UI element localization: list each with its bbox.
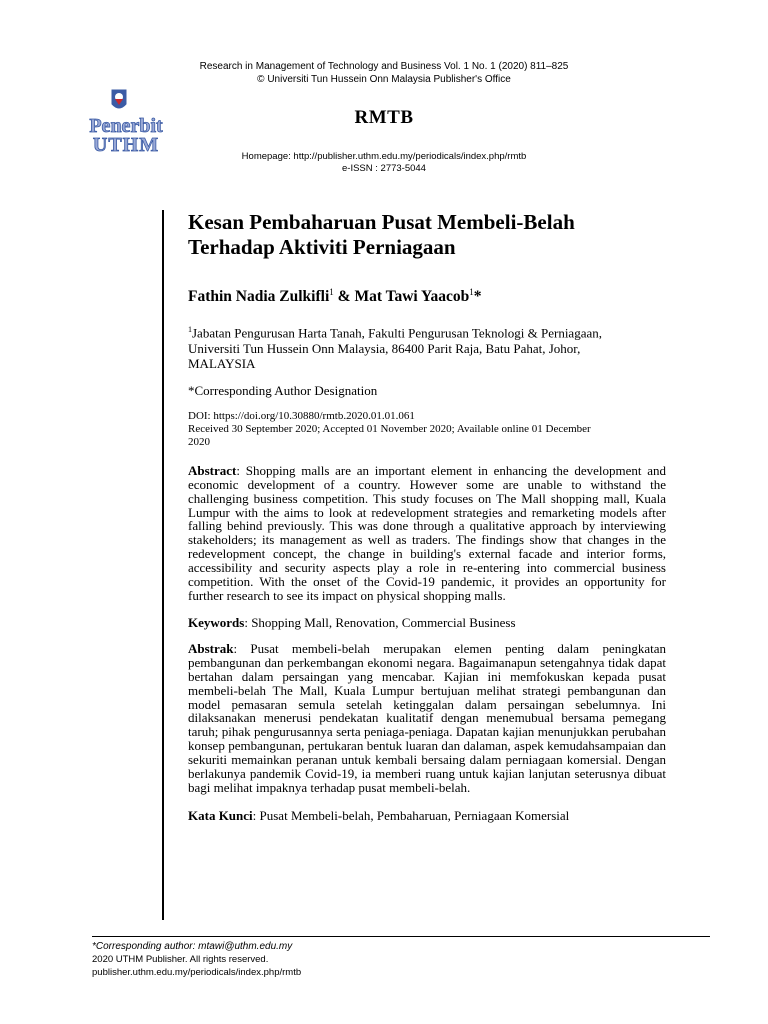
- affil-line-3: MALAYSIA: [188, 356, 256, 372]
- abstract-label: Abstract: [188, 462, 237, 478]
- paper-title: [188, 210, 666, 260]
- doi-link[interactable]: DOI: https://doi.org/10.30880/rmtb.2020.01.01.061: [188, 409, 415, 422]
- abstract-malay: [188, 642, 666, 794]
- footer-url[interactable]: publisher.uthm.edu.my/periodicals/index.php/rmtb: [92, 967, 302, 978]
- title-line-2: Terhadap Aktiviti Perniagaan: [188, 235, 456, 259]
- affil-line-1: Jabatan Pengurusan Harta Tanah, Fakulti Pengurusan Teknologi & Perniagaan,: [192, 325, 602, 341]
- kata-kunci-label: Kata Kunci: [188, 807, 253, 823]
- keywords-malay: [188, 809, 666, 823]
- footer-rule: [92, 936, 710, 937]
- author-1: Fathin Nadia Zulkifli: [188, 288, 330, 306]
- homepage-block: [0, 151, 768, 175]
- abstrak-text: : Pusat membeli-belah merupakan elemen penting dalam peningkatan pembangunan dan perkembangan ekonomi negara. Bagaimanapun setengahnya tidak dapat bertahan dalam persaingan yang mencabar. Kajian ini memfokuskan kepada pusat membeli-belah The Mall, Kuala Lumpur bertujuan melihat strategi pembangunan dan model pemasaran semula setelah ketinggalan dalam persaingan sebelumnya. Ini dilaksanakan menerusi pendekatan kualitatif dengan menemubual bersama pemegang taruh; pihak pengurusannya serta peniaga-peniaga. Dapatan kajian menunjukkan perubahan konsep pembangunan, pertukaran bentuk luaran dan dalaman, aspek kemudahsampaian dan sekuriti memainkan peranan untuk kembali bersaing dalam perniagaan komersial. Dengan berlakunya pandemik Covid-19, ia memberi ruang untuk kajian lanjutan seterusnya dibuat bagi melihat impaknya terhadap pusat membeli-belah.: [188, 641, 666, 795]
- corresponding-author-note: *Corresponding Author Designation: [188, 382, 378, 398]
- author-2-affil: 1: [469, 287, 474, 297]
- abstract-text: : Shopping malls are an important element in enhancing the development and economic development of a country. However some are unable to withstand the challenging business competition. This study focuses on The Mall shopping mall, Kuala Lumpur with the aims to look at redevelopment strategies and remarketing models after falling behind previously. This was done through a qualitative approach by interviewing stakeholders; its management as well as traders. The findings show that changes in the redevelopment concept, the change in building's external facade and interior forms, accessibility and security aspects play a role in re-entering into commercial business competition. With the onset of the Covid-19 pandemic, it provides an opportunity for further research to see its impact on physical shopping malls.: [188, 462, 666, 603]
- doi-block: [188, 410, 666, 449]
- author-1-affil: 1: [329, 287, 334, 297]
- journal-abbrev: RMTB: [354, 107, 414, 128]
- received-dates-cont: 2020: [188, 435, 210, 448]
- author-2-star: *: [473, 288, 482, 306]
- affil-marker: 1: [188, 325, 192, 335]
- page-footer: [92, 940, 301, 979]
- author-2: Mat Tawi Yaacob: [354, 288, 470, 306]
- left-vertical-rule: [162, 210, 164, 920]
- title-line-1: Kesan Pembaharuan Pusat Membeli-Belah: [188, 210, 575, 234]
- copyright-line: © Universiti Tun Hussein Onn Malaysia Publisher's Office: [257, 74, 511, 85]
- eissn: e-ISSN : 2773-5044: [342, 163, 426, 174]
- logo-text-penerbit: Penerbit: [89, 115, 163, 137]
- affil-line-2: Universiti Tun Hussein Onn Malaysia, 86400 Parit Raja, Batu Pahat, Johor,: [188, 340, 581, 356]
- keywords-english: [188, 616, 666, 630]
- author-separator: &: [333, 288, 355, 306]
- article-front-matter: [188, 210, 666, 822]
- journal-header: [0, 60, 768, 86]
- journal-citation: Research in Management of Technology and Business Vol. 1 No. 1 (2020) 811–825: [199, 61, 569, 72]
- keywords-text: : Shopping Mall, Renovation, Commercial Business: [244, 615, 516, 631]
- kata-kunci-text: : Pusat Membeli-belah, Pembaharuan, Perniagaan Komersial: [252, 807, 570, 823]
- abstract-english: [188, 464, 666, 602]
- received-dates: Received 30 September 2020; Accepted 01 November 2020; Available online 01 December: [188, 422, 591, 435]
- footer-corresponding-author: *Corresponding author: mtawi@uthm.edu.my: [92, 941, 293, 952]
- footer-rights: 2020 UTHM Publisher. All rights reserved.: [92, 954, 269, 965]
- abstrak-label: Abstrak: [188, 641, 234, 657]
- homepage-link[interactable]: Homepage: http://publisher.uthm.edu.my/periodicals/index.php/rmtb: [241, 151, 527, 162]
- keywords-label: Keywords: [188, 615, 245, 631]
- logo-text-uthm: UTHM: [92, 134, 160, 156]
- author-list: [188, 283, 666, 306]
- affiliation: [188, 322, 666, 372]
